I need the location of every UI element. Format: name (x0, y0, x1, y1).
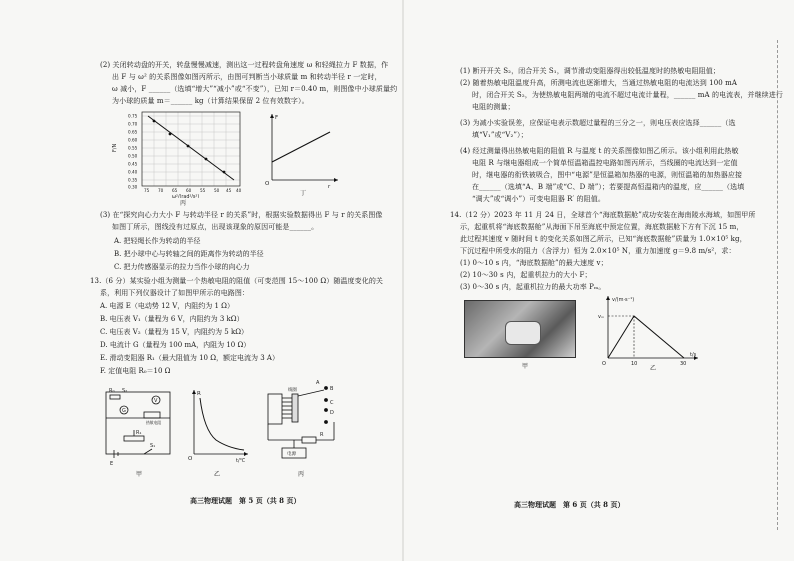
text-line: 示，起重机将“海底数据舱”从海面下吊至海底中预定位置，海底数据舱下方有下沉 15 m， (460, 223, 744, 231)
text-line: 系，利用下列仪器设计了如图甲所示的电路图： (100, 289, 250, 297)
option-b: B. 电压表 V₁（量程为 6 V，内阻约为 3 kΩ） (100, 315, 244, 323)
option-c: C. 把力传感器显示的拉力当作小球的向心力 (114, 263, 250, 271)
y-axis-label: F (275, 115, 279, 121)
x-tick: 45 (226, 188, 232, 193)
text-line: “调大”或“调小”）可变电阻器 R′ 的阻值。 (472, 195, 605, 203)
option-b: B. 把小球中心与转轴之间的距离作为转动的半径 (114, 250, 264, 258)
y-tick: 0.65 (128, 129, 138, 135)
x-axis-label: t/℃ (236, 458, 246, 464)
y-tick: 0.35 (128, 177, 138, 183)
y-tick: 0.50 (128, 153, 138, 159)
graph-f-r (262, 110, 342, 190)
text-line: 时，继电器的衔铁被吸合，图中“电源”是恒温箱加热器的电源，则恒温箱的加热器应接 (472, 171, 743, 179)
v-t-line (608, 316, 684, 358)
terminal-d: D (330, 410, 334, 416)
circuit-diagram (100, 386, 180, 466)
text-line: 14.（12 分）2023 年 11 月 24 日，全球首个“海底数据舱”成功安装在海南陵水海域，如图甲所 (450, 211, 756, 219)
option-d: D. 电流计 G（量程为 100 mA，内阻为 10 Ω） (100, 341, 251, 349)
x-tick: 70 (158, 188, 164, 193)
text-line: 此过程其速度 v 随时间 t 的变化关系如图乙所示，已知“海底数据舱”质量为 1.0×10⁵ kg， (460, 235, 747, 243)
origin-label: O (188, 456, 193, 462)
origin-label: O (265, 181, 270, 187)
figure-caption: 乙 (214, 471, 221, 478)
page-footer: 高三物理试题 第 6 页（共 8 页） (514, 500, 625, 509)
coil-label: 线圈 (288, 388, 297, 393)
option-a: A. 把轻绳长作为转动的半径 (114, 237, 201, 245)
text-line: (2) 关闭转动盘的开关，转盘慢慢减速，测出这一过程转盘角速度 ω 和轻绳拉力 F 数据，作 (100, 61, 389, 69)
y-tick: 0.60 (128, 137, 138, 143)
data-pod-shape (505, 321, 541, 345)
figure-caption: 甲 (522, 363, 529, 370)
y-tick: 0.55 (128, 145, 138, 151)
text-line: (3) 在“探究向心力大小 F 与转动半径 r 的关系”时，根据实验数据得出 F 与 r 的关系图像 (100, 211, 383, 219)
v-label: V (154, 398, 158, 404)
x-axis-label: r (328, 184, 331, 190)
t2-label: 30 (680, 361, 687, 367)
r1-label: R₁ (136, 430, 142, 436)
r-t-curve (200, 398, 244, 450)
data-pod-photo (464, 300, 576, 358)
figure-caption: 丙 (298, 471, 305, 478)
text-line: (1) 0～10 s 内，“海底数据舱”的最大速度 v； (460, 259, 608, 267)
terminal-b: B (330, 386, 334, 392)
terminal-a: A (316, 380, 320, 386)
text-line: 在______（选填“A、B 端”或“C、D 端”）；若要提高恒温箱内的温度，应______（选填 (472, 183, 745, 191)
r-label: R (320, 432, 324, 438)
text-line: 电阻的测量； (472, 103, 515, 111)
page-6 (404, 0, 794, 561)
y-tick: 0.45 (128, 161, 138, 167)
figure-caption: 乙 (650, 365, 657, 372)
text-line: 电阻 R 与继电器组成一个简单恒温箱温控电路如图丙所示，当线圈的电流达到一定值 (472, 159, 738, 167)
x-tick: 75 (144, 188, 150, 193)
thermistor-label: 热敏电阻 (146, 420, 162, 425)
e-label: E (110, 461, 114, 466)
text-line: (3) 0～30 s 内，起重机拉力的最大功率 Pₘ。 (460, 283, 606, 291)
option-e: E. 滑动变阻器 R₁（最大阻值为 10 Ω，额定电流为 3 A） (100, 354, 279, 362)
graph-f-omega (108, 108, 248, 198)
x-tick: 50 (214, 188, 220, 193)
x-axis-label: ω²/(rad²/s²) (172, 195, 200, 198)
relay-diagram (262, 380, 342, 468)
text-line: (2) 10～30 s 内，起重机拉力的大小 F； (460, 271, 592, 279)
figure-caption: 丁 (300, 190, 307, 197)
text-line: 如图丁所示，图线没有过原点，出现该现象的原因可能是______。 (112, 223, 319, 231)
r0-label: R₀ (109, 388, 115, 394)
x-tick: 60 (186, 188, 192, 193)
text-line: (2) 随着热敏电阻温度升高，所测电流也逐渐增大，当通过热敏电阻的电流达到 100 mA (460, 79, 738, 87)
y-tick: 0.40 (128, 169, 138, 175)
x-tick: 65 (172, 188, 178, 193)
f-r-line (272, 132, 330, 162)
origin-label: O (602, 361, 606, 367)
s1-label: S₁ (150, 443, 156, 449)
x-tick: 40 (236, 188, 242, 193)
y-axis-label: v/(m·s⁻¹) (612, 297, 635, 303)
t1-label: 10 (631, 361, 638, 367)
y-tick: 0.75 (128, 113, 138, 119)
figure-caption: 丙 (180, 200, 187, 207)
page-footer: 高三物理试题 第 5 页（共 8 页） (190, 496, 301, 505)
s2-label: S₂ (122, 388, 128, 394)
source-label: 电源 (287, 452, 297, 457)
option-c: C. 电压表 V₂（量程为 15 V，内阻约为 5 kΩ） (100, 328, 249, 336)
text-line: 为小球的质量 m＝______ kg（计算结果保留 2 位有效数字）。 (112, 97, 309, 105)
text-line: 时，闭合开关 S₂，为使热敏电阻两端的电流不超过电流计量程，______ mA 的电流表，并继续进行 (472, 91, 783, 99)
graph-v-t (594, 292, 704, 372)
text-line: (1) 断开开关 S₂，闭合开关 S₁，调节滑动变阻器得出较低温度时的热敏电阻阻值； (460, 67, 720, 75)
text-line: 13.（6 分）某实验小组为测量一个热敏电阻的阻值（可变范围 15～100 Ω）随温度变化的关 (90, 277, 384, 285)
y-axis-label: R (197, 391, 201, 397)
text-line: 出 F 与 ω² 的关系图像如图丙所示，由图可判断当小球质量 m 和转动半径 r 一定时， (112, 73, 382, 81)
g-label: G (122, 408, 126, 414)
text-line: 填“V₁”或“V₂”）； (472, 131, 528, 139)
x-axis-label: t/s (690, 352, 697, 358)
text-line: (3) 为减小实验误差，应保证电表示数超过量程的三分之一，则电压表应选择______（选 (460, 119, 736, 127)
y-axis-label: F/N (112, 143, 118, 152)
figure-caption: 甲 (136, 471, 143, 478)
option-a: A. 电源 E（电动势 12 V，内阻约为 1 Ω） (100, 302, 234, 310)
option-f: F. 定值电阻 R₀＝10 Ω (100, 367, 171, 375)
graph-r-t (186, 386, 252, 466)
vm-label: vₘ (598, 314, 605, 320)
text-line: (4) 经过测量得出热敏电阻的阻值 R 与温度 t 的关系图像如图乙所示。该小组利用此热敏 (460, 147, 739, 155)
text-line: ω 减小，F ______（选填“增大”“减小”或“不变”），已知 r＝0.40 m，则图像中小球质量约 (112, 85, 398, 93)
text-line: 下沉过程中所受水的阻力（含浮力）恒为 2.0×10⁵ N，重力加速度 g＝9.8 m/s²，求： (460, 247, 736, 255)
x-tick: 55 (200, 188, 206, 193)
y-tick: 0.70 (128, 121, 138, 127)
binding-edge (777, 40, 794, 530)
terminal-c: C (330, 400, 334, 406)
y-tick: 0.30 (128, 184, 138, 190)
